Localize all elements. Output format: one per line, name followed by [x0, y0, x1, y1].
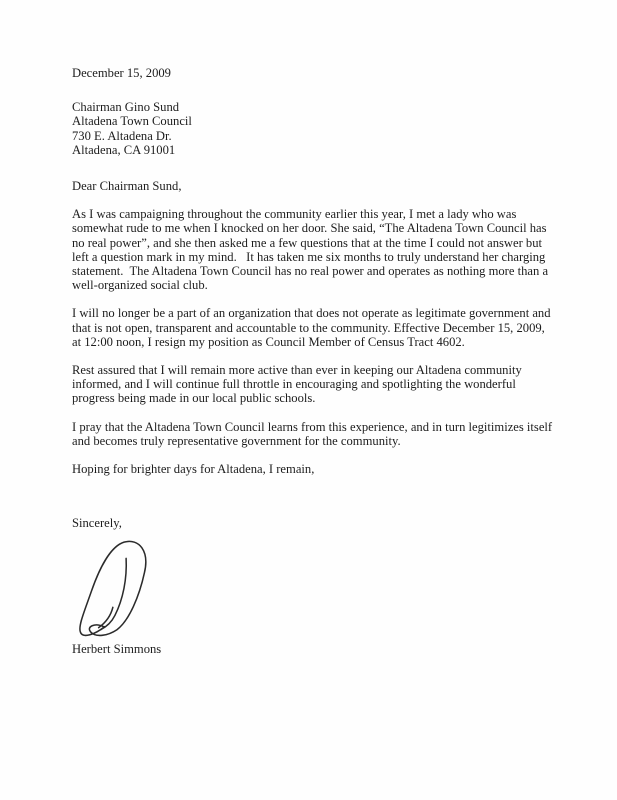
signed-name: Herbert Simmons	[72, 642, 162, 657]
body-paragraph-2: I will no longer be a part of an organization that does not operate as legitimate government and that is not open, transparent and accountable to the community. Effective December 15, 2009, at 12:00 noon, I resign my position as Council Member of Census Tract 4602.	[72, 306, 554, 349]
letter-date: December 15, 2009	[72, 66, 171, 80]
recipient-organization: Altadena Town Council	[72, 114, 192, 129]
recipient-street: 730 E. Altadena Dr.	[72, 128, 172, 143]
closing-line: Hoping for brighter days for Altadena, I remain,	[72, 462, 315, 477]
recipient-address-block	[72, 100, 555, 157]
body-paragraph-4: I pray that the Altadena Town Council learns from this experience, and in turn legitimizes itself and becomes truly representative government for the community.	[72, 419, 556, 448]
recipient-name: Chairman Gino Sund	[72, 100, 180, 115]
body-paragraph-3: Rest assured that I will remain more active than ever in keeping our Altadena community informed, and I will continue full throttle in encouraging and spotlighting the wonderful progress being made in our local public schools.	[72, 363, 525, 406]
signature-block	[72, 536, 555, 640]
salutation: Dear Chairman Sund,	[72, 179, 182, 194]
valediction: Sincerely,	[72, 516, 122, 531]
body-paragraph-1: As I was campaigning throughout the community earlier this year, I met a lady who was somewhat rude to me when I knocked on her door. She said, “The Altadena Town Council has no real power”, and she then asked me a few questions that at the time I could not answer but left a question mark in my mind. It has taken me six months to truly understand her charging statement. The Altadena Town Council has no real power and operates as nothing more than a well-organized social club.	[72, 207, 552, 293]
recipient-city-state-zip: Altadena, CA 91001	[72, 142, 176, 157]
handwritten-signature-icon	[64, 534, 176, 646]
